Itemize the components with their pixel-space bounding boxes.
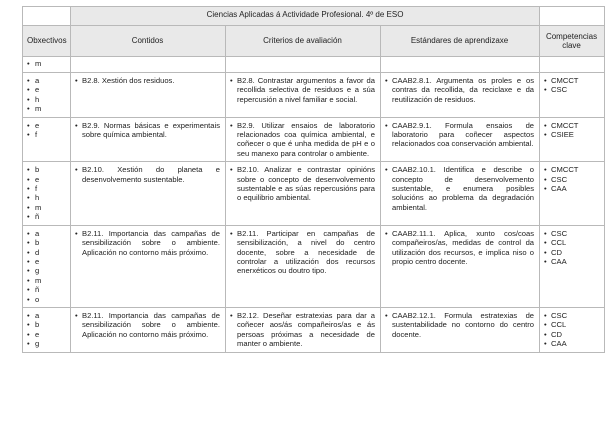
competences-list	[544, 229, 599, 267]
contents-cell	[71, 57, 226, 73]
curriculum-table	[22, 6, 605, 353]
standards-text: • CAAB2.9.1. Formula ensaios de laboratorio para coñecer aspectos relacionados coa conservación ambiental.	[385, 121, 534, 149]
header-standards: Estándares de aprendizaxe	[381, 26, 540, 57]
criteria-text: • B2.10. Analizar e contrastar opinións sobre o concepto de desenvolvemento sustentable e as súas repercusións para o equilibrio ambiental.	[230, 165, 375, 203]
competences-list	[544, 76, 599, 95]
criteria-cell-list	[230, 165, 375, 203]
competences-cell	[540, 225, 605, 307]
standards-cell-list	[385, 76, 534, 104]
competence-item: • CSC	[544, 85, 599, 94]
criteria-text: • B2.12. Deseñar estratexias para dar a coñecer aos/ás compañeiros/as e ás persoas próximas a necesidade de manter o ambiente.	[230, 311, 375, 349]
objective-item: • b	[27, 238, 65, 247]
objective-item: • f	[27, 130, 65, 139]
objectives-list	[27, 76, 65, 114]
criteria-text: • B2.9. Utilizar ensaios de laboratorio relacionados coa química ambiental, e coñecer o que é unha medida de pH e o seu manexo para controlar o ambiente.	[230, 121, 375, 159]
criteria-text: • B2.8. Contrastar argumentos a favor da recollida selectiva de residuos e a súa repercusión a nivel familiar e social.	[230, 76, 375, 104]
criteria-cell-list	[230, 121, 375, 159]
contents-text: • B2.11. Importancia das campañas de sensibilización sobre o ambiente. Aplicación no contorno máis próximo.	[75, 311, 220, 339]
contents-cell-list	[75, 76, 220, 85]
objective-item: • e	[27, 121, 65, 130]
objective-item: • h	[27, 193, 65, 202]
competence-item: • CMCCT	[544, 165, 599, 174]
objective-item: • ñ	[27, 285, 65, 294]
table-row	[23, 307, 605, 352]
competences-list	[544, 311, 599, 349]
competence-item: • CCL	[544, 320, 599, 329]
objective-item: • d	[27, 248, 65, 257]
objectives-list	[27, 229, 65, 304]
standards-cell-list	[385, 229, 534, 267]
objective-item: • b	[27, 320, 65, 329]
objective-item: • a	[27, 76, 65, 85]
objectives-list	[27, 311, 65, 349]
competences-cell	[540, 57, 605, 73]
criteria-cell	[226, 117, 381, 162]
standards-cell	[381, 307, 540, 352]
competence-item: • CSC	[544, 175, 599, 184]
criteria-cell	[226, 162, 381, 225]
table-body	[23, 7, 605, 353]
objective-item: • a	[27, 311, 65, 320]
competence-item: • CMCCT	[544, 76, 599, 85]
objective-item: • e	[27, 175, 65, 184]
standards-text: • CAAB2.10.1. Identifica e describe o concepto de desenvolvemento sustentable, e enumera posibles solucións ao problema da degradación ambiental.	[385, 165, 534, 212]
competence-item: • CCL	[544, 238, 599, 247]
competences-list	[544, 165, 599, 193]
table-row	[23, 73, 605, 118]
competence-item: • CSC	[544, 229, 599, 238]
objective-item: • ñ	[27, 212, 65, 221]
objectives-list	[27, 121, 65, 140]
objective-item: • f	[27, 184, 65, 193]
standards-cell-list	[385, 165, 534, 212]
contents-text: • B2.10. Xestión do planeta e desenvolvemento sustentable.	[75, 165, 220, 184]
objectives-cell	[23, 307, 71, 352]
criteria-cell	[226, 307, 381, 352]
objective-item: • g	[27, 266, 65, 275]
standards-cell	[381, 73, 540, 118]
objective-item: • h	[27, 95, 65, 104]
competences-list	[544, 121, 599, 140]
objective-item: • o	[27, 295, 65, 304]
objective-item: • m	[27, 276, 65, 285]
standards-cell	[381, 162, 540, 225]
table-row	[23, 117, 605, 162]
objective-item: • e	[27, 257, 65, 266]
competences-cell	[540, 73, 605, 118]
objectives-cell	[23, 57, 71, 73]
competences-cell	[540, 162, 605, 225]
objectives-cell	[23, 225, 71, 307]
standards-cell	[381, 225, 540, 307]
objective-item: • m	[27, 59, 65, 68]
standards-cell-list	[385, 311, 534, 339]
objective-item: • e	[27, 85, 65, 94]
contents-cell	[71, 307, 226, 352]
contents-text: • B2.11. Importancia das campañas de sensibilización sobre o ambiente. Aplicación no contorno máis próximo.	[75, 229, 220, 257]
criteria-cell-list	[230, 311, 375, 349]
competence-item: • CAA	[544, 339, 599, 348]
competence-item: • CMCCT	[544, 121, 599, 130]
contents-cell	[71, 117, 226, 162]
standards-cell	[381, 57, 540, 73]
table-row	[23, 162, 605, 225]
table-title: Ciencias Aplicadas á Actividade Profesional. 4º de ESO	[71, 7, 540, 26]
header-competences: Competencias clave	[540, 26, 605, 57]
title-blank-cell	[23, 7, 71, 26]
objectives-cell	[23, 73, 71, 118]
objective-item: • a	[27, 229, 65, 238]
objectives-cell	[23, 117, 71, 162]
table-row	[23, 57, 605, 73]
objective-item: • g	[27, 339, 65, 348]
criteria-cell-list	[230, 76, 375, 104]
contents-cell	[71, 162, 226, 225]
title-blank-cell	[540, 7, 605, 26]
criteria-cell-list	[230, 229, 375, 276]
criteria-cell	[226, 57, 381, 73]
standards-cell-list	[385, 121, 534, 149]
contents-cell-list	[75, 229, 220, 257]
competences-cell	[540, 307, 605, 352]
header-contents: Contidos	[71, 26, 226, 57]
contents-cell-list	[75, 165, 220, 184]
competence-item: • CSIEE	[544, 130, 599, 139]
contents-cell	[71, 225, 226, 307]
objective-item: • m	[27, 203, 65, 212]
contents-cell	[71, 73, 226, 118]
objectives-list	[27, 165, 65, 221]
header-row	[23, 26, 605, 57]
objectives-cell	[23, 162, 71, 225]
standards-text: • CAAB2.8.1. Argumenta os proles e os contras da recollida, da reciclaxe e da reutilización de residuos.	[385, 76, 534, 104]
standards-text: • CAAB2.12.1. Formula estratexias de sustentabilidade no contorno do centro docente.	[385, 311, 534, 339]
header-objectives: Obxectivos	[23, 26, 71, 57]
standards-text: • CAAB2.11.1. Aplica, xunto cos/coas compañeiros/as, medidas de control da utilización dos recursos, e implica niso o propio centro docente.	[385, 229, 534, 267]
objective-item: • b	[27, 165, 65, 174]
contents-text: • B2.9. Normas básicas e experimentais sobre química ambiental.	[75, 121, 220, 140]
competence-item: • CD	[544, 330, 599, 339]
contents-cell-list	[75, 121, 220, 140]
objective-item: • e	[27, 330, 65, 339]
competences-cell	[540, 117, 605, 162]
standards-cell	[381, 117, 540, 162]
competence-item: • CSC	[544, 311, 599, 320]
criteria-text: • B2.11. Participar en campañas de sensibilización, a nivel do centro docente, sobre a necesidade de controlar a utilización dos recursos enerxéticos ou doutro tipo.	[230, 229, 375, 276]
competence-item: • CAA	[544, 184, 599, 193]
objective-item: • m	[27, 104, 65, 113]
header-criteria: Criterios de avaliación	[226, 26, 381, 57]
table-row	[23, 225, 605, 307]
contents-cell-list	[75, 311, 220, 339]
objectives-list	[27, 59, 65, 68]
criteria-cell	[226, 73, 381, 118]
competence-item: • CD	[544, 248, 599, 257]
criteria-cell	[226, 225, 381, 307]
title-row	[23, 7, 605, 26]
contents-text: • B2.8. Xestión dos residuos.	[75, 76, 220, 85]
competence-item: • CAA	[544, 257, 599, 266]
